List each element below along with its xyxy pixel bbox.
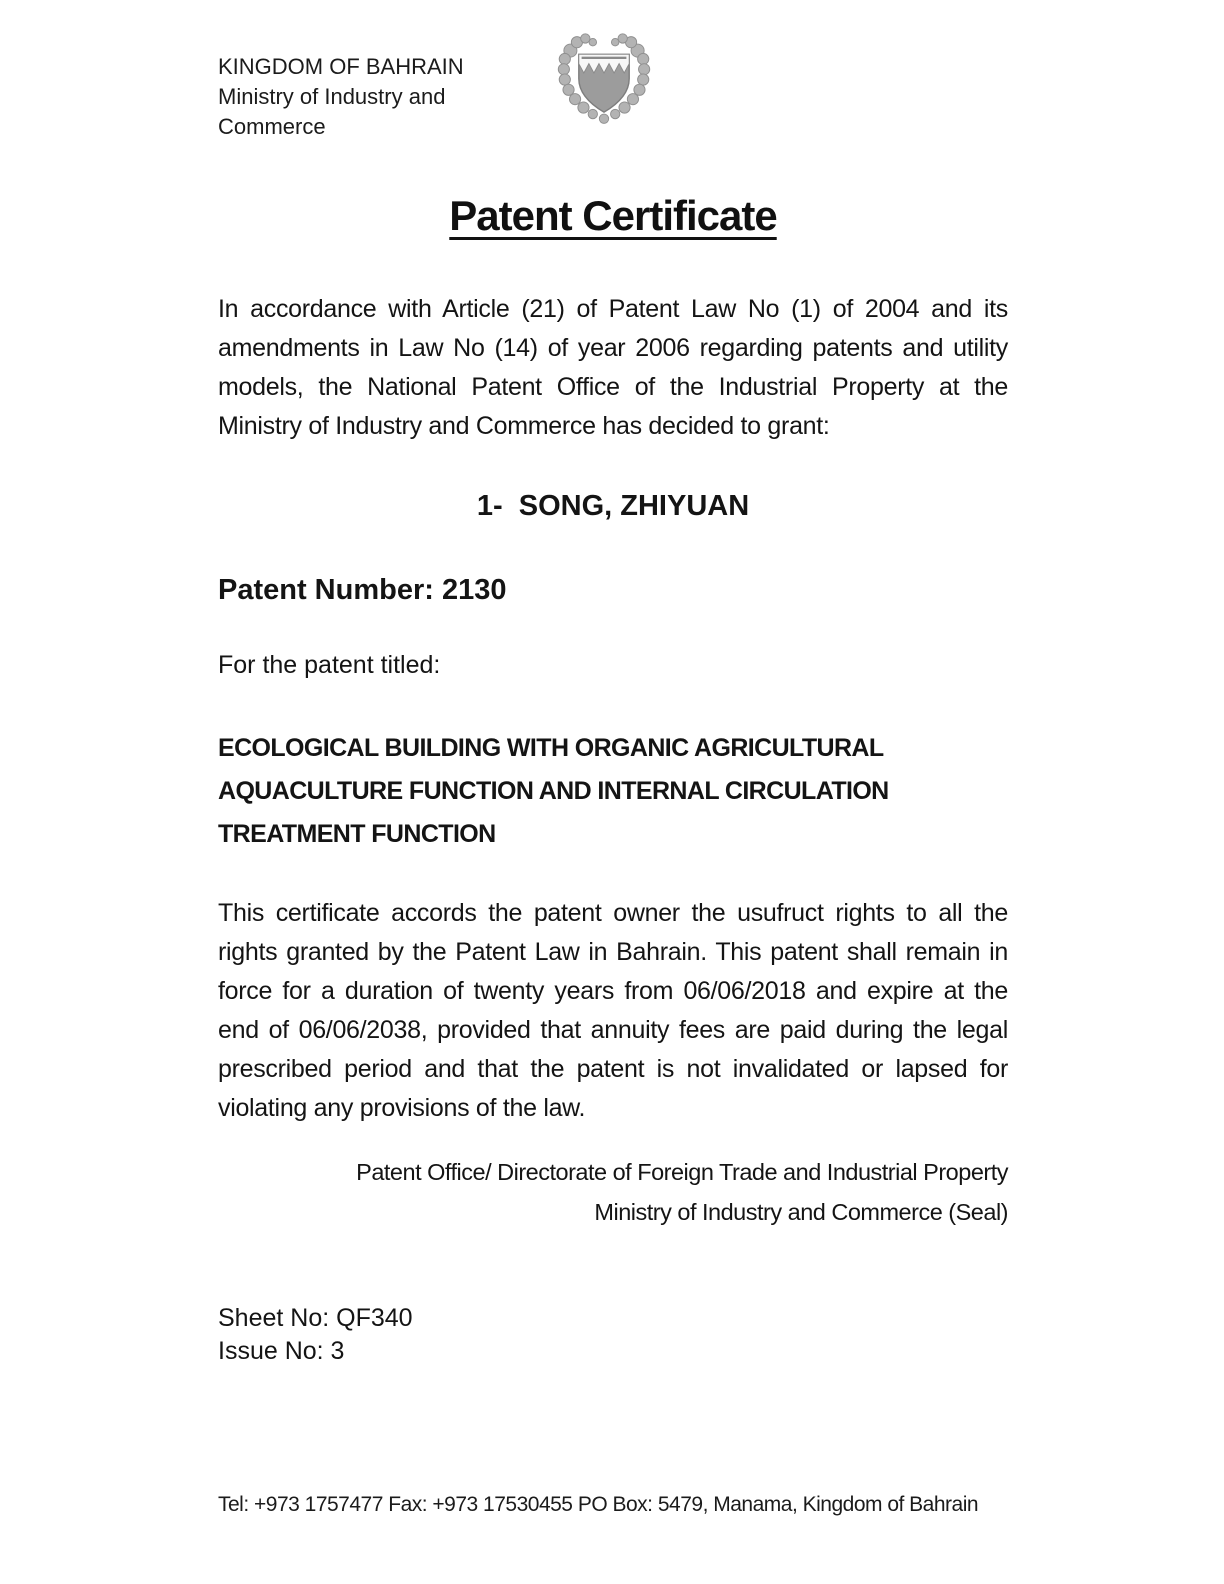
ministry-name: Ministry of Industry and Commerce [218,84,446,139]
document-body [218,192,1008,1368]
signature-office-line: Patent Office/ Directorate of Foreign Trade and Industrial Property [356,1159,1008,1185]
patent-number: Patent Number: 2130 [218,574,507,606]
intro-paragraph: In accordance with Article (21) of Patent Law No (1) of 2004 and its amendments in Law No (14) of year 2006 regarding patents and utility models, the National Patent Office of the Industrial Property at the Ministry of Industry and Commerce has decided to grant: [218,295,1008,440]
sheet-info-block [218,1302,1008,1368]
issue-number: Issue No: 3 [218,1337,345,1365]
grantee-name: 1- SONG, ZHIYUAN [476,490,750,522]
issuing-authority-block [218,28,473,142]
patent-title [218,727,1008,856]
sheet-number: Sheet No: QF340 [218,1304,413,1332]
bahrain-coat-of-arms-icon [548,28,660,132]
document-header [0,0,1224,142]
document-title: Patent Certificate [449,192,777,239]
patent-title-line: TREATMENT FUNCTION [218,820,496,848]
patent-title-line: AQUACULTURE FUNCTION AND INTERNAL CIRCULATION [218,777,889,805]
signature-ministry-line: Ministry of Industry and Commerce (Seal) [594,1199,1008,1225]
signature-block [218,1152,1008,1232]
patent-title-label: For the patent titled: [218,651,441,679]
certificate-body-paragraph: This certificate accords the patent owner the usufruct rights to all the rights granted by the Patent Law in Bahrain. This patent shall remain in force for a duration of twenty years from 06/06/2018 and expire at the end of 06/06/2038, provided that annuity fees are paid during the legal prescribed period and that the patent is not invalidated or lapsed for violating any provisions of the law. [218,899,1008,1122]
patent-title-line: ECOLOGICAL BUILDING WITH ORGANIC AGRICULTURAL [218,734,884,762]
footer-contact: Tel: +973 1757477 Fax: +973 17530455 PO Box: 5479, Manama, Kingdom of Bahrain [218,1493,979,1516]
kingdom-title: KINGDOM OF BAHRAIN [218,54,464,79]
